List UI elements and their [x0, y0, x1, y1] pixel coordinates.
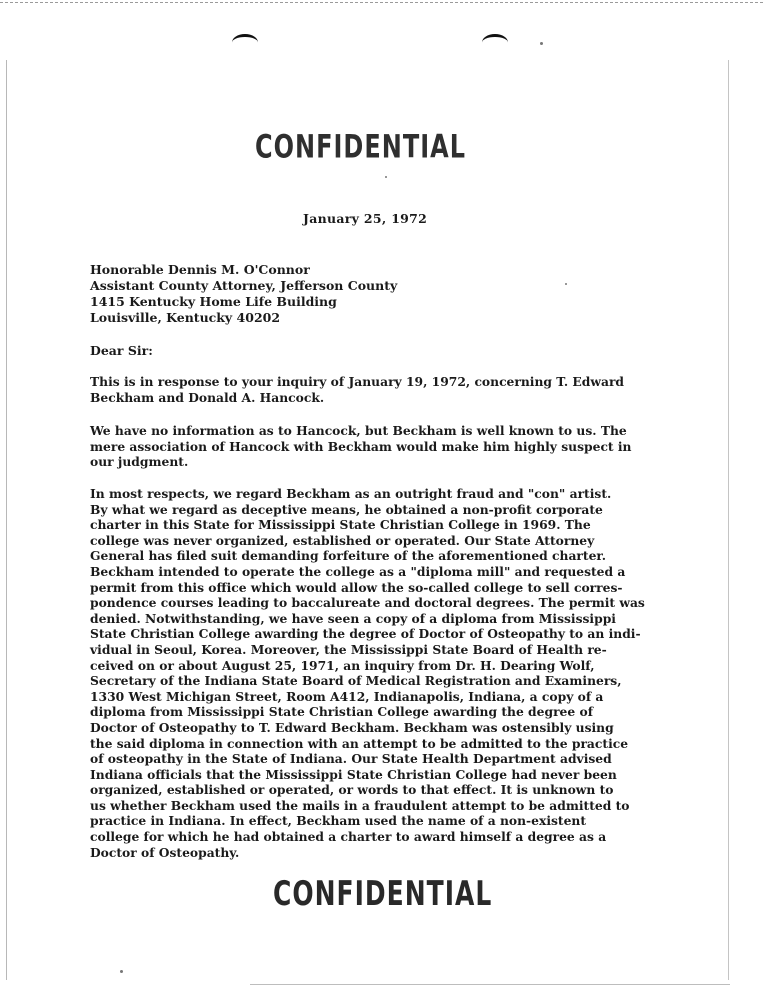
text-line: Doctor of Osteopathy.: [90, 844, 240, 860]
text-line: permit from this office which would allow the so-called college to sell corres-: [90, 579, 623, 595]
text-line: In most respects, we regard Beckham as an outright fraud and "con" artist.: [90, 486, 612, 501]
text-line: Indiana officials that the Mississippi State Christian College had never been: [90, 766, 617, 782]
scan-speck: [540, 42, 543, 45]
text-line: pondence courses leading to baccalureate and doctoral degrees. The permit was: [90, 595, 645, 611]
salutation: Dear Sir:: [90, 343, 153, 358]
letter-date: January 25, 1972: [303, 211, 428, 226]
text-line: us whether Beckham used the mails in a fraudulent attempt to be admitted to: [90, 797, 630, 813]
text-line: college for which he had obtained a charter to award himself a degree as a: [90, 829, 607, 845]
text-line: of osteopathy in the State of Indiana. Our State Health Department advised: [90, 751, 612, 767]
text-line: charter in this State for Mississippi State Christian College in 1969. The: [90, 517, 591, 533]
text-line: We have no information as to Hancock, but Beckham is well known to us. The: [90, 423, 627, 438]
scan-speck: [120, 970, 123, 973]
text-line: mere association of Hancock with Beckham would make him highly suspect in: [90, 438, 632, 454]
text-line: Beckham and Donald A. Hancock.: [90, 389, 325, 405]
text-line: ceived on or about August 25, 1971, an inquiry from Dr. H. Dearing Wolf,: [90, 657, 595, 673]
paragraph-2: [90, 423, 632, 470]
text-line: This is in response to your inquiry of January 19, 1972, concerning T. Edward: [90, 374, 625, 389]
text-line: General has filed suit demanding forfeiture of the aforementioned charter.: [90, 548, 607, 564]
scan-speck: [385, 176, 387, 178]
text-line: diploma from Mississippi State Christian College awarding the degree of: [90, 704, 593, 720]
text-line: 1330 West Michigan Street, Room A412, Indianapolis, Indiana, a copy of a: [90, 688, 604, 704]
hole-punch-left-icon: [232, 34, 258, 51]
text-line: practice in Indiana. In effect, Beckham used the name of a non-existent: [90, 813, 587, 829]
text-line: By what we regard as deceptive means, he obtained a non-profit corporate: [90, 501, 603, 517]
paragraph-1: [90, 374, 624, 405]
recipient-address: [90, 262, 397, 326]
text-line: organized, established or operated, or words to that effect. It is unknown to: [90, 782, 614, 798]
address-line: Assistant County Attorney, Jefferson County: [90, 278, 398, 293]
address-line: Louisville, Kentucky 40202: [90, 310, 281, 325]
scan-speck: [565, 283, 567, 285]
text-line: denied. Notwithstanding, we have seen a copy of a diploma from Mississippi: [90, 610, 616, 626]
hole-punch-right-icon: [482, 34, 508, 51]
paragraph-3: [90, 486, 645, 860]
text-line: Doctor of Osteopathy to T. Edward Beckham. Beckham was ostensibly using: [90, 719, 614, 735]
address-line: 1415 Kentucky Home Life Building: [90, 294, 337, 309]
text-line: college was never organized, established or operated. Our State Attorney: [90, 532, 595, 548]
bottom-rule: [250, 984, 730, 985]
text-line: State Christian College awarding the degree of Doctor of Osteopathy to an indi-: [90, 626, 641, 642]
left-margin-line: [6, 60, 7, 980]
text-line: Beckham intended to operate the college as a "diploma mill" and requested a: [90, 563, 626, 579]
right-margin-line: [728, 60, 729, 980]
confidential-stamp-top: CONFIDENTIAL: [255, 128, 466, 166]
address-line: Honorable Dennis M. O'Connor: [90, 262, 310, 277]
page-top-edge: [0, 2, 763, 3]
text-line: Secretary of the Indiana State Board of Medical Registration and Examiners,: [90, 673, 622, 689]
confidential-stamp-bottom: CONFIDENTIAL: [273, 874, 493, 914]
text-line: our judgment.: [90, 454, 189, 470]
text-line: the said diploma in connection with an attempt to be admitted to the practice: [90, 735, 629, 751]
text-line: vidual in Seoul, Korea. Moreover, the Mississippi State Board of Health re-: [90, 641, 607, 657]
